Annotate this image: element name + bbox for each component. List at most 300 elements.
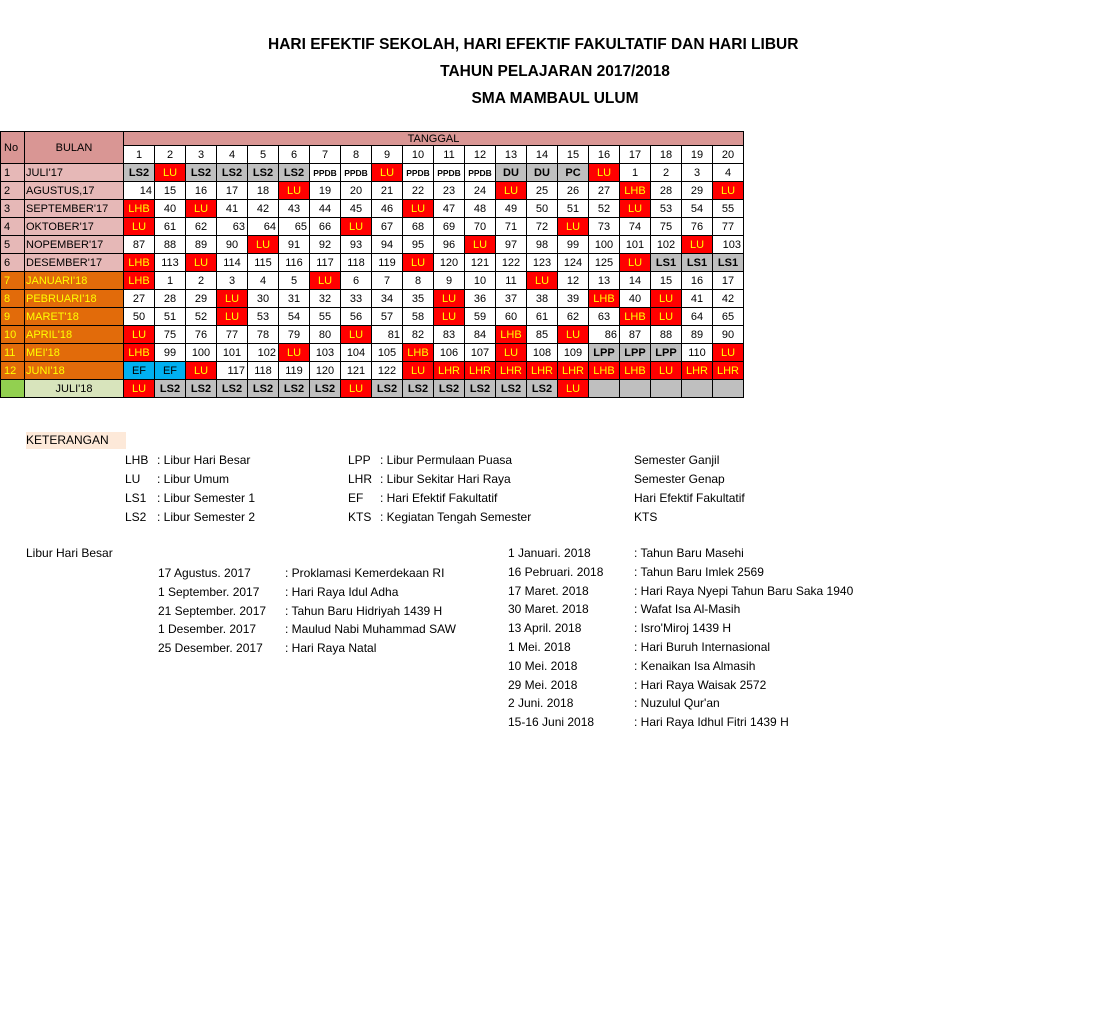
calendar-table: [0, 131, 744, 398]
day-cell: PPDB: [310, 164, 341, 182]
day-cell: 51: [155, 308, 186, 326]
day-cell: 119: [372, 254, 403, 272]
day-cell: LU: [434, 308, 465, 326]
day-cell: LPP: [651, 344, 682, 362]
holiday-date: 29 Mei. 2018: [508, 677, 578, 692]
day-cell: 48: [465, 200, 496, 218]
day-cell: DU: [496, 164, 527, 182]
day-cell: 30: [248, 290, 279, 308]
day-cell: 2: [186, 272, 217, 290]
doc-title: HARI EFEKTIF SEKOLAH, HARI EFEKTIF FAKULTATIF DAN HARI LIBUR: [268, 36, 799, 53]
holiday-desc: : Hari Raya Idul Adha: [285, 584, 399, 599]
day-cell: LHB: [124, 254, 155, 272]
row-number: 12: [1, 362, 25, 380]
row-number: 4: [1, 218, 25, 236]
day-cell: 99: [558, 236, 589, 254]
day-cell: 110: [682, 344, 713, 362]
day-cell: 79: [279, 326, 310, 344]
day-cell: 75: [651, 218, 682, 236]
day-cell: 67: [372, 218, 403, 236]
day-header: 2: [155, 146, 186, 164]
day-cell: 80: [310, 326, 341, 344]
holiday-desc: : Wafat Isa Al-Masih: [634, 602, 741, 617]
day-cell: 69: [434, 218, 465, 236]
day-cell: 122: [372, 362, 403, 380]
legend-code: LPP: [348, 453, 371, 467]
day-cell: 50: [124, 308, 155, 326]
day-cell: LU: [124, 380, 155, 398]
day-cell: LPP: [589, 344, 620, 362]
day-cell: 104: [341, 344, 372, 362]
table-row: [1, 308, 744, 326]
day-cell: 66: [310, 218, 341, 236]
day-cell: LU: [403, 200, 434, 218]
day-cell: EF: [124, 362, 155, 380]
day-cell: 12: [558, 272, 589, 290]
day-cell: 81: [372, 326, 403, 344]
day-cell: 29: [186, 290, 217, 308]
day-cell: 87: [620, 326, 651, 344]
day-cell: LU: [341, 380, 372, 398]
col-header-bulan: BULAN: [25, 132, 124, 164]
day-cell: 17: [217, 182, 248, 200]
row-number: 1: [1, 164, 25, 182]
day-header: 14: [527, 146, 558, 164]
holiday-desc: : Hari Raya Natal: [285, 641, 377, 656]
legend-desc: : Libur Sekitar Hari Raya: [380, 472, 511, 486]
day-header: 11: [434, 146, 465, 164]
holiday-desc: : Tahun Baru Imlek 2569: [634, 564, 764, 579]
day-cell: 24: [465, 182, 496, 200]
day-cell: 7: [372, 272, 403, 290]
day-cell: 15: [155, 182, 186, 200]
day-cell: 3: [217, 272, 248, 290]
day-cell: LS1: [651, 254, 682, 272]
day-cell: LHB: [589, 290, 620, 308]
day-cell: 47: [434, 200, 465, 218]
row-number: 7: [1, 272, 25, 290]
month-label: NOPEMBER'17: [25, 236, 124, 254]
day-cell: LS2: [186, 164, 217, 182]
day-cell: 98: [527, 236, 558, 254]
day-cell: LU: [620, 200, 651, 218]
day-cell: 59: [465, 308, 496, 326]
day-cell: LU: [496, 344, 527, 362]
col-header-no: No: [1, 132, 25, 164]
day-cell: 46: [372, 200, 403, 218]
day-cell: 52: [589, 200, 620, 218]
holiday-date: 15-16 Juni 2018: [508, 715, 595, 730]
day-cell: LU: [186, 254, 217, 272]
day-cell: 78: [248, 326, 279, 344]
row-number: 5: [1, 236, 25, 254]
day-cell: 11: [496, 272, 527, 290]
day-cell: 88: [155, 236, 186, 254]
legend-code: LHR: [348, 472, 373, 486]
day-cell: 28: [651, 182, 682, 200]
holiday-desc: : Hari Raya Waisak 2572: [634, 677, 767, 692]
month-label: PEBRUARI'18: [25, 290, 124, 308]
day-cell: 53: [248, 308, 279, 326]
day-cell: 121: [465, 254, 496, 272]
holiday-desc: : Isro'Miroj 1439 H: [634, 621, 731, 636]
day-cell: PPDB: [403, 164, 434, 182]
day-cell: LHB: [124, 200, 155, 218]
day-cell: 34: [372, 290, 403, 308]
holiday-desc: : Proklamasi Kemerdekaan RI: [285, 566, 445, 580]
day-cell: 26: [558, 182, 589, 200]
day-cell: 13: [589, 272, 620, 290]
day-cell: LHR: [434, 362, 465, 380]
day-cell: 101: [620, 236, 651, 254]
day-header: 10: [403, 146, 434, 164]
day-cell: LU: [217, 290, 248, 308]
day-cell: LS2: [186, 380, 217, 398]
day-header: 8: [341, 146, 372, 164]
day-header: 19: [682, 146, 713, 164]
day-cell: 5: [279, 272, 310, 290]
day-cell: 125: [589, 254, 620, 272]
day-cell: 120: [434, 254, 465, 272]
table-row: [1, 218, 744, 236]
day-cell: 91: [279, 236, 310, 254]
month-label: JANUARI'18: [25, 272, 124, 290]
day-cell: LHB: [620, 362, 651, 380]
holiday-desc: : Hari Raya Nyepi Tahun Baru Saka 1940: [634, 583, 854, 598]
day-cell: 36: [465, 290, 496, 308]
day-cell: 20: [341, 182, 372, 200]
day-cell: 61: [155, 218, 186, 236]
day-cell: 41: [217, 200, 248, 218]
day-cell: LU: [310, 272, 341, 290]
day-cell: DU: [527, 164, 558, 182]
row-number: 8: [1, 290, 25, 308]
holiday-date: 17 Maret. 2018: [508, 583, 589, 598]
day-cell: 6: [341, 272, 372, 290]
day-cell: 58: [403, 308, 434, 326]
day-cell: LU: [620, 254, 651, 272]
day-cell: 121: [341, 362, 372, 380]
legend-code: LS1: [125, 491, 147, 505]
month-label: OKTOBER'17: [25, 218, 124, 236]
row-number: 11: [1, 344, 25, 362]
day-cell: LU: [434, 290, 465, 308]
legend-desc: : Libur Permulaan Puasa: [380, 453, 513, 467]
day-cell: [651, 380, 682, 398]
day-cell: LS2: [372, 380, 403, 398]
legend-semester: Semester Ganjil: [634, 453, 720, 467]
day-cell: 103: [310, 344, 341, 362]
day-cell: 4: [248, 272, 279, 290]
day-cell: LU: [558, 326, 589, 344]
day-cell: 23: [434, 182, 465, 200]
day-cell: 8: [403, 272, 434, 290]
holiday-date: 1 September. 2017: [158, 584, 260, 599]
day-cell: 14: [620, 272, 651, 290]
day-cell: 105: [372, 344, 403, 362]
month-label: DESEMBER'17: [25, 254, 124, 272]
day-cell: LU: [527, 272, 558, 290]
holiday-date: 30 Maret. 2018: [508, 602, 589, 617]
day-cell: LHB: [403, 344, 434, 362]
day-cell: 37: [496, 290, 527, 308]
day-cell: LHB: [124, 344, 155, 362]
day-cell: 14: [124, 182, 155, 200]
table-row: [1, 182, 744, 200]
day-cell: 62: [558, 308, 589, 326]
day-cell: LU: [465, 236, 496, 254]
day-cell: 63: [217, 218, 248, 236]
month-label: SEPTEMBER'17: [25, 200, 124, 218]
day-cell: 118: [248, 362, 279, 380]
day-cell: 83: [434, 326, 465, 344]
day-cell: 35: [403, 290, 434, 308]
legend-desc: : Hari Efektif Fakultatif: [380, 491, 498, 505]
day-cell: LU: [155, 164, 186, 182]
day-cell: 75: [155, 326, 186, 344]
month-label: MARET'18: [25, 308, 124, 326]
day-cell: 32: [310, 290, 341, 308]
day-cell: 3: [682, 164, 713, 182]
day-cell: LHR: [496, 362, 527, 380]
doc-subtitle-year: TAHUN PELAJARAN 2017/2018: [440, 63, 670, 80]
day-cell: 77: [713, 218, 744, 236]
day-cell: 31: [279, 290, 310, 308]
table-row: [1, 362, 744, 380]
day-cell: 108: [527, 344, 558, 362]
legend-desc: : Kegiatan Tengah Semester: [380, 510, 532, 524]
day-cell: LHR: [682, 362, 713, 380]
col-header-tanggal: TANGGAL: [124, 132, 744, 146]
day-cell: [589, 380, 620, 398]
day-cell: 1: [620, 164, 651, 182]
day-cell: LHB: [620, 308, 651, 326]
day-cell: LU: [651, 308, 682, 326]
day-cell: LS2: [217, 380, 248, 398]
holiday-date: 1 Januari. 2018: [508, 546, 591, 560]
day-cell: LU: [589, 164, 620, 182]
holiday-label: Libur Hari Besar: [26, 546, 113, 560]
day-header: 20: [713, 146, 744, 164]
day-cell: LU: [558, 218, 589, 236]
day-cell: 49: [496, 200, 527, 218]
legend-desc: : Libur Hari Besar: [157, 453, 251, 467]
day-cell: LU: [279, 182, 310, 200]
day-header: 5: [248, 146, 279, 164]
day-cell: [620, 380, 651, 398]
day-cell: 109: [558, 344, 589, 362]
day-cell: 28: [155, 290, 186, 308]
day-cell: 100: [589, 236, 620, 254]
day-cell: 102: [248, 344, 279, 362]
day-cell: 113: [155, 254, 186, 272]
day-cell: LHB: [124, 272, 155, 290]
month-label: JUNI'18: [25, 362, 124, 380]
day-header: 16: [589, 146, 620, 164]
day-cell: 61: [527, 308, 558, 326]
day-cell: LU: [682, 236, 713, 254]
row-number: 2: [1, 182, 25, 200]
day-cell: 39: [558, 290, 589, 308]
holiday-date: 10 Mei. 2018: [508, 658, 578, 673]
row-number: 3: [1, 200, 25, 218]
day-cell: 42: [248, 200, 279, 218]
month-label: MEI'18: [25, 344, 124, 362]
day-header: 4: [217, 146, 248, 164]
day-cell: LS1: [713, 254, 744, 272]
table-row: [1, 290, 744, 308]
day-cell: PPDB: [341, 164, 372, 182]
day-cell: 40: [620, 290, 651, 308]
day-cell: PPDB: [434, 164, 465, 182]
legend-semester: KTS: [634, 510, 658, 524]
day-cell: LS2: [310, 380, 341, 398]
holiday-date: 17 Agustus. 2017: [158, 566, 251, 580]
keterangan-label: KETERANGAN: [26, 432, 126, 449]
holiday-desc: : Kenaikan Isa Almasih: [634, 658, 756, 673]
day-cell: LS2: [248, 380, 279, 398]
day-cell: LU: [713, 182, 744, 200]
day-cell: 45: [341, 200, 372, 218]
day-cell: LS2: [527, 380, 558, 398]
day-cell: 76: [186, 326, 217, 344]
day-cell: 122: [496, 254, 527, 272]
day-cell: PC: [558, 164, 589, 182]
holiday-date: 21 September. 2017: [158, 603, 267, 618]
holiday-date: 13 April. 2018: [508, 621, 582, 636]
day-cell: 85: [527, 326, 558, 344]
day-cell: 2: [651, 164, 682, 182]
legend-code: LS2: [125, 510, 147, 524]
day-cell: LS2: [465, 380, 496, 398]
day-cell: 96: [434, 236, 465, 254]
legend-code: LHB: [125, 453, 149, 467]
day-cell: 62: [186, 218, 217, 236]
day-cell: 95: [403, 236, 434, 254]
day-header: 6: [279, 146, 310, 164]
day-cell: 119: [279, 362, 310, 380]
day-header: 1: [124, 146, 155, 164]
day-header: 17: [620, 146, 651, 164]
day-cell: 86: [589, 326, 620, 344]
day-cell: LHR: [465, 362, 496, 380]
day-cell: 54: [682, 200, 713, 218]
day-cell: 55: [713, 200, 744, 218]
day-cell: LU: [713, 344, 744, 362]
holiday-date: 1 Mei. 2018: [508, 640, 571, 654]
day-cell: LU: [372, 164, 403, 182]
day-header: 3: [186, 146, 217, 164]
table-row: [1, 200, 744, 218]
day-cell: LS2: [124, 164, 155, 182]
day-cell: 60: [496, 308, 527, 326]
day-cell: 89: [186, 236, 217, 254]
day-cell: 21: [372, 182, 403, 200]
day-cell: 33: [341, 290, 372, 308]
day-cell: LS1: [682, 254, 713, 272]
day-cell: 74: [620, 218, 651, 236]
day-cell: LHB: [589, 362, 620, 380]
row-number: [1, 380, 25, 398]
day-cell: 88: [651, 326, 682, 344]
day-cell: 10: [465, 272, 496, 290]
day-cell: 17: [713, 272, 744, 290]
day-cell: 65: [279, 218, 310, 236]
day-cell: LHB: [620, 182, 651, 200]
day-cell: LS2: [248, 164, 279, 182]
holiday-date: 2 Juni. 2018: [508, 696, 574, 711]
day-cell: 29: [682, 182, 713, 200]
legend-desc: : Libur Umum: [157, 472, 230, 486]
day-cell: LU: [186, 200, 217, 218]
day-cell: 64: [682, 308, 713, 326]
day-cell: 72: [527, 218, 558, 236]
table-row: [1, 344, 744, 362]
day-cell: 106: [434, 344, 465, 362]
day-cell: 76: [682, 218, 713, 236]
day-cell: 101: [217, 344, 248, 362]
day-cell: 77: [217, 326, 248, 344]
day-cell: 118: [341, 254, 372, 272]
day-cell: LHR: [527, 362, 558, 380]
day-cell: 84: [465, 326, 496, 344]
doc-subtitle-school: SMA MAMBAUL ULUM: [471, 90, 639, 107]
legend-code: LU: [125, 472, 141, 486]
legend-semester: Hari Efektif Fakultatif: [634, 491, 745, 505]
day-cell: LHR: [558, 362, 589, 380]
day-header: 12: [465, 146, 496, 164]
holiday-desc: : Nuzulul Qur'an: [634, 696, 720, 711]
day-cell: 90: [713, 326, 744, 344]
day-cell: 22: [403, 182, 434, 200]
row-number: 10: [1, 326, 25, 344]
day-cell: 93: [341, 236, 372, 254]
day-cell: LHR: [713, 362, 744, 380]
day-cell: 63: [589, 308, 620, 326]
day-cell: LU: [124, 326, 155, 344]
day-cell: LHB: [496, 326, 527, 344]
day-cell: 87: [124, 236, 155, 254]
day-cell: 56: [341, 308, 372, 326]
day-cell: 54: [279, 308, 310, 326]
day-cell: 51: [558, 200, 589, 218]
day-cell: 57: [372, 308, 403, 326]
day-cell: EF: [155, 362, 186, 380]
day-cell: 97: [496, 236, 527, 254]
day-cell: LS2: [434, 380, 465, 398]
day-cell: LU: [651, 290, 682, 308]
holiday-date: 25 Desember. 2017: [158, 641, 263, 656]
day-cell: [682, 380, 713, 398]
day-cell: 117: [217, 362, 248, 380]
table-row: [1, 380, 744, 398]
month-label: JULI'18: [25, 380, 124, 398]
holiday-desc: : Hari Buruh Internasional: [634, 640, 771, 654]
day-cell: LU: [217, 308, 248, 326]
day-cell: 27: [124, 290, 155, 308]
holiday-desc: : Hari Raya Idhul Fitri 1439 H: [634, 715, 789, 730]
row-number: 9: [1, 308, 25, 326]
holiday-desc: : Maulud Nabi Muhammad SAW: [285, 622, 456, 637]
month-label: APRIL'18: [25, 326, 124, 344]
row-number: 6: [1, 254, 25, 272]
day-cell: 16: [186, 182, 217, 200]
day-cell: LU: [403, 362, 434, 380]
day-cell: 117: [310, 254, 341, 272]
day-cell: 40: [155, 200, 186, 218]
day-cell: LU: [248, 236, 279, 254]
table-row: [1, 272, 744, 290]
